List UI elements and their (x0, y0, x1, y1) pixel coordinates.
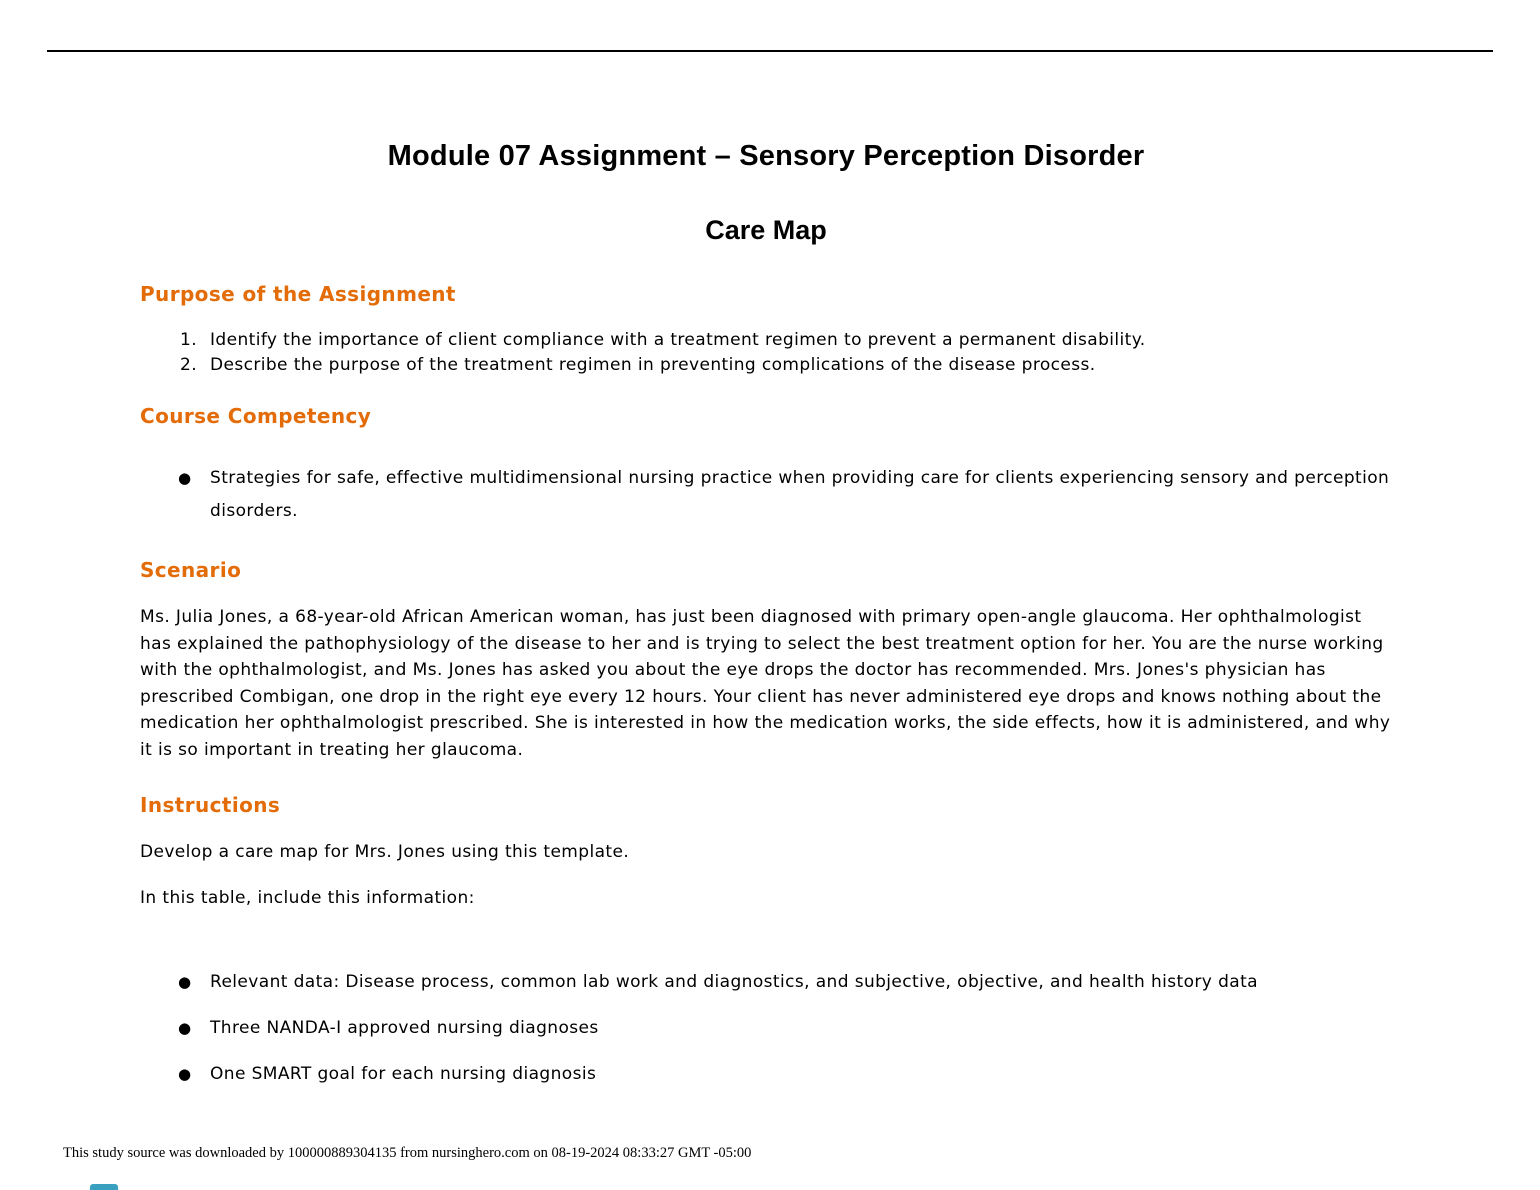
top-rule (47, 50, 1493, 52)
list-item-text: Three NANDA-I approved nursing diagnoses (210, 1018, 599, 1038)
purpose-list-item (180, 328, 1392, 353)
download-attribution: This study source was downloaded by 100000889304135 from nursinghero.com on 08-19-2024 08:33:27 GMT -05:00 (63, 1145, 752, 1161)
scenario-paragraph: Ms. Julia Jones, a 68-year-old African American woman, has just been diagnosed with primary open-angle glaucoma. Her ophthalmologist has explained the pathophysiology of the disease to her and is trying to select the best treatment option for her. You are the nurse working with the ophthalmologist, and Ms. Jones has asked you about the eye drops the doctor has recommended. Mrs. Jones's physician has prescribed Combigan, one drop in the right eye every 12 hours. Your client has never administered eye drops and knows nothing about the medication her ophthalmologist prescribed. She is interested in how the medication works, the side effects, how it is administered, and why it is so important in treating her glaucoma. (140, 607, 1391, 760)
competency-list (178, 462, 1392, 528)
spacer (140, 931, 1392, 953)
purpose-list (180, 328, 1392, 378)
instructions-paragraph: In this table, include this information: (140, 888, 475, 908)
bullet-icon: ● (178, 973, 192, 991)
list-number: 1. (180, 330, 198, 350)
document-title: Module 07 Assignment – Sensory Perception Disorder (387, 140, 1145, 172)
list-item-text: Strategies for safe, effective multidimensional nursing practice when providing care for clients experiencing sensory and perception disorders. (210, 468, 1390, 521)
list-item-text: Describe the purpose of the treatment regimen in preventing complications of the disease process. (210, 355, 1096, 375)
instructions-list-item (178, 966, 1392, 999)
document-subtitle: Care Map (705, 215, 827, 245)
bullet-icon: ● (178, 1065, 192, 1083)
bullet-icon: ● (178, 1019, 192, 1037)
purpose-list-item (180, 353, 1392, 378)
instructions-paragraph: Develop a care map for Mrs. Jones using this template. (140, 842, 630, 862)
list-number: 2. (180, 355, 198, 375)
competency-heading: Course Competency (140, 404, 372, 428)
bottom-logo-fragment-icon (90, 1184, 118, 1190)
list-item-text: Relevant data: Disease process, common lab work and diagnostics, and subjective, objective, and health history data (210, 972, 1258, 992)
list-item-text: One SMART goal for each nursing diagnosis (210, 1064, 597, 1084)
scenario-heading: Scenario (140, 558, 242, 582)
purpose-heading: Purpose of the Assignment (140, 282, 456, 306)
competency-block (140, 462, 1392, 528)
instructions-list (178, 966, 1392, 1091)
document-content (140, 140, 1392, 1091)
instructions-list-item (178, 1012, 1392, 1045)
competency-list-item (178, 462, 1392, 528)
instructions-heading: Instructions (140, 793, 281, 817)
bullet-icon: ● (178, 469, 192, 487)
instructions-list-item (178, 1058, 1392, 1091)
list-item-text: Identify the importance of client compliance with a treatment regimen to prevent a permanent disability. (210, 330, 1146, 350)
